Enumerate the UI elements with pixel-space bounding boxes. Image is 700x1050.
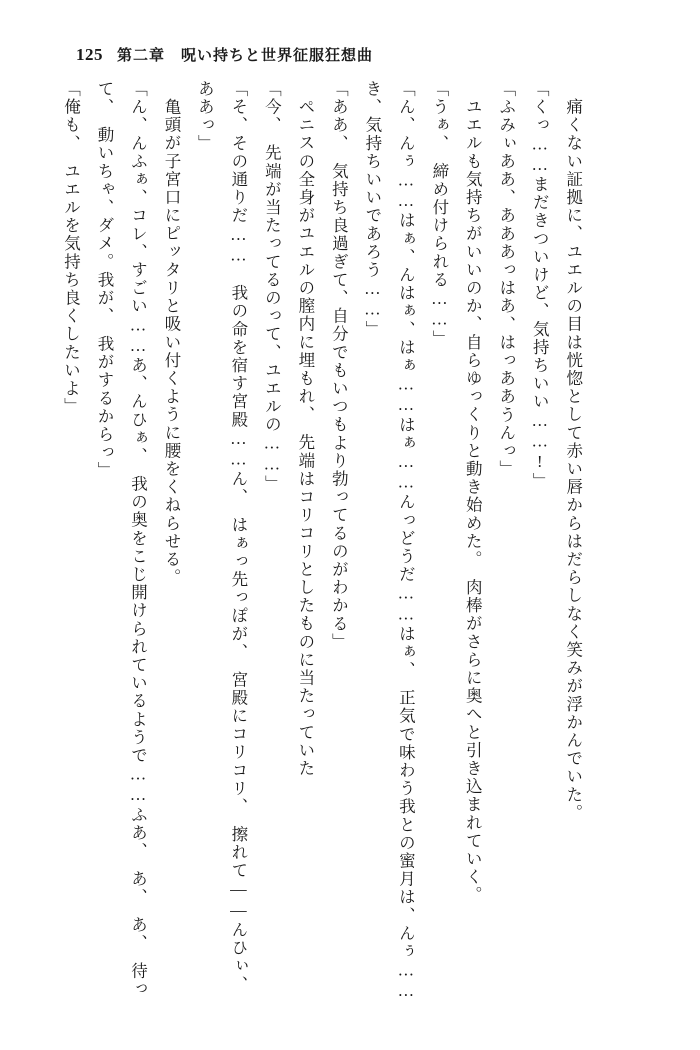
body-paragraph: 「ん、んふぁ、コレ、すごい……あ、んひぁ、 我の奥をこじ開けられているようで……ふあ、 あ、 あ、 待って、 動いちゃ、ダメ。我が、 我がするからっ」	[94, 80, 148, 999]
page-number: 125	[76, 45, 103, 64]
body-paragraph: ユエルも気持ちがいいのか、自らゆっくりと動き始めた。 肉棒がさらに奥へと引き込まれていく。	[463, 98, 483, 905]
body-paragraph: ペニスの全身がユエルの膣内に埋もれ、 先端はコリコリとしたものに当たっていた	[295, 98, 315, 778]
vertical-text-block	[54, 80, 590, 1008]
body-paragraph: 亀頭が子宮口にピッタリと吸い付くように腰をくねらせる。	[161, 98, 181, 587]
body-paragraph: 「そ、その通りだ…… 我の命を宿す宮殿……ん、 はぁっ先っぽが、 宮殿にコリコリ、 擦れて――んひぃ、ああっ」	[195, 80, 248, 994]
body-paragraph: 「くっ……まだきついけど、気持ちいい……!」	[530, 80, 550, 491]
page-body	[54, 80, 646, 1008]
body-paragraph: 「俺も、 ユエルを気持ち良くしたいよ」	[61, 80, 81, 416]
body-paragraph: 痛くない証拠に、ユエルの目は恍惚として赤い唇からはだらしなく笑みが浮かんでいた。	[563, 98, 583, 822]
body-paragraph: 「ん、んぅ……はぁ、んはぁ、はぁ……はぁ……んっどうだ……はぁ、 正気で味わう我との蜜月は、んぅ……き、気持ちいいであろう……」	[362, 80, 416, 1002]
page-header	[52, 44, 648, 70]
body-paragraph: 「ああ、 気持ち良過ぎて、自分でもいつもより勃ってるのがわかる」	[329, 80, 349, 651]
chapter-title: 第二章 呪い持ちと世界征服狂想曲	[117, 48, 374, 64]
body-paragraph: 「うぁ、 締め付けられる……」	[429, 80, 449, 349]
body-paragraph: 「今、 先端が当たってるのって、ユエルの……」	[262, 80, 282, 494]
body-paragraph: 「ふみぃああ、あああっはあ、はっああうんっ」	[496, 80, 516, 479]
